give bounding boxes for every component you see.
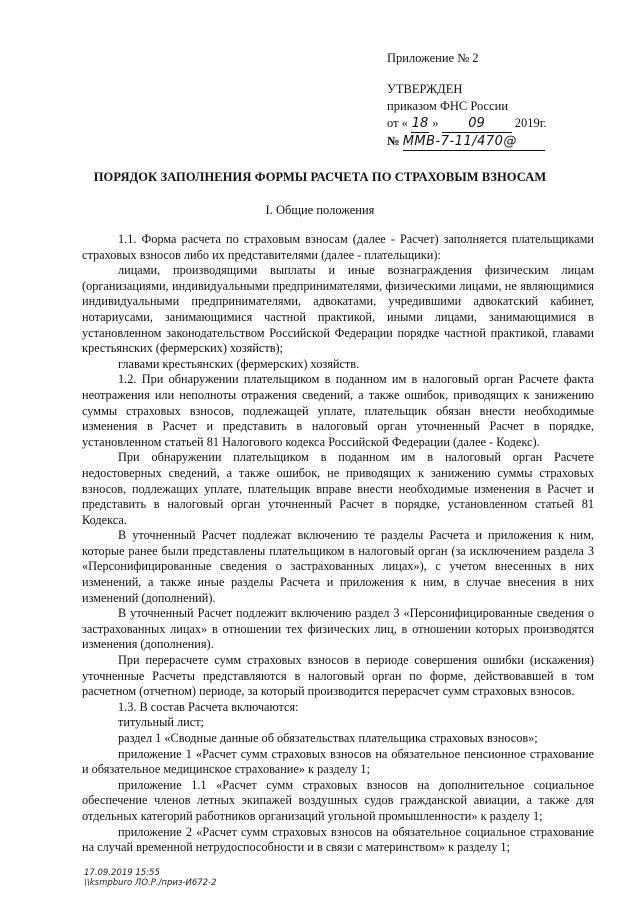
print-footer xyxy=(84,868,217,888)
document-body xyxy=(82,232,594,856)
paragraph: раздел 1 «Сводные данные об обязательствах плательщика страховых взносов»; xyxy=(118,731,538,745)
order-date xyxy=(387,115,607,133)
paragraph: титульный лист; xyxy=(118,715,204,730)
date-mid: » xyxy=(432,116,439,130)
paragraph: главами крестьянских (фермерских) хозяйств. xyxy=(118,356,360,371)
paragraph: лицами, производящими выплаты и иные вознаграждения физическим лицам (организациями, индивидуальными предпринимателями, физическими лицами, не являющимися индивидуальными предпринимателями, адвокатами, учредившими адвокатский кабинет, нотариусами, занимающимися частной практикой, иными лицами, занимающимися в установленном законодательством Российской Федерации порядке частной практикой, главами крестьянских (фермерских) хозяйств); xyxy=(82,263,594,356)
paragraph: 1.1. Форма расчета по страховым взносам (далее - Расчет) заполняется плательщиками страховых взносов либо их представителями (далее - плательщики): xyxy=(82,232,594,262)
footer-path: \\ksmpburo ЛО.Р./приз-И672-2 xyxy=(84,878,217,888)
date-year: 2019г. xyxy=(514,116,547,130)
date-day: 18 xyxy=(411,116,429,131)
paragraph: При обнаружении плательщиком в поданном им в налоговый орган Расчете недостоверных сведений, а также ошибок, не приводящих к занижению суммы страховых взносов, подлежащих уплате, плательщик вправе внести необходимые изменения в Расчет и представить в налоговый орган уточненный Расчет в порядке, установленном статьей 81 Кодекса. xyxy=(82,450,594,527)
paragraph: 1.2. При обнаружении плательщиком в поданном им в налоговый орган Расчете факта неотражения или неполноты отражения сведений, а также ошибок, приводящих к занижению суммы страховых взносов, подлежащей уплате, плательщик обязан внести необходимые изменения в Расчет и представить в налоговый орган уточненный Расчет в порядке, установленном статьей 81 Налогового кодекса Российской Федерации (далее - Кодекс). xyxy=(82,372,594,449)
paragraph: приложение 1.1 «Расчет сумм страховых взносов на дополнительное социальное обеспечение членов летных экипажей воздушных судов гражданской авиации, а также для отдельных категорий работников организаций угольной промышленности» к разделу 1; xyxy=(82,777,594,823)
paragraph: 1.3. В состав Расчета включаются: xyxy=(118,699,299,714)
paragraph: приложение 2 «Расчет сумм страховых взносов на обязательное социальное страхование на случай временной нетрудоспособности и в связи с материнством» к разделу 1; xyxy=(82,824,594,855)
order-label: приказом ФНС России xyxy=(387,99,509,113)
paragraph: приложение 1 «Расчет сумм страховых взносов на обязательное пенсионное страхование и обязательное медицинское страхование» к разделу 1; xyxy=(82,746,594,777)
paragraph: В уточненный Расчет подлежит включению раздел 3 «Персонифицированные сведения о застрахованных лицах» в отношении тех физических лиц, в отношении которых производятся изменения (дополнения). xyxy=(82,606,594,652)
approval-stamp xyxy=(387,50,607,151)
order-number xyxy=(387,133,607,151)
paragraph: В уточненный Расчет подлежат включению те разделы Расчета и приложения к ним, которые ранее были представлены плательщиком в налоговый орган (за исключением раздела 3 «Персонифицированные сведения о застрахованных лицах»), с учетом внесенных в них изменений, а также иные разделы Расчета и приложения к ним, в случае внесения в них изменений (дополнений). xyxy=(82,528,594,605)
date-month: 09 xyxy=(442,115,512,133)
number-value: ММВ-7-11/470@ xyxy=(403,133,545,151)
paragraph: При перерасчете сумм страховых взносов в периоде совершения ошибки (искажения) уточненные Расчеты представляются в налоговый орган по форме, действовавшей в том расчетном (отчетном) периоде, за который производится перерасчет сумм страховых взносов. xyxy=(82,653,594,699)
appendix-label: Приложение № 2 xyxy=(387,51,479,65)
number-prefix: № xyxy=(387,134,400,148)
footer-timestamp: 17.09.2019 15:55 xyxy=(84,868,160,878)
date-prefix: от « xyxy=(387,116,408,130)
document-title: ПОРЯДОК ЗАПОЛНЕНИЯ ФОРМЫ РАСЧЕТА ПО СТРАХОВЫМ ВЗНОСАМ xyxy=(93,170,547,184)
approved-label: УТВЕРЖДЕН xyxy=(387,82,463,96)
section-heading: I. Общие положения xyxy=(265,203,375,217)
